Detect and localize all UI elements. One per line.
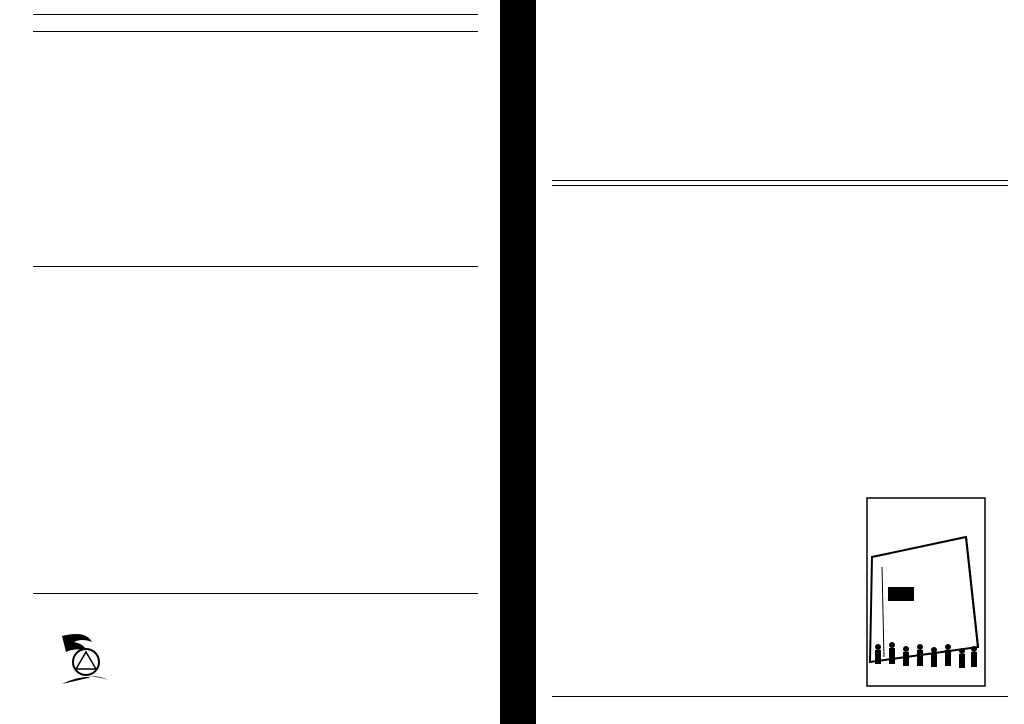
aa-logo	[56, 628, 116, 688]
top-rule	[33, 14, 478, 15]
rule-teams	[33, 266, 478, 267]
anonymity-illustration-icon	[866, 497, 986, 687]
left-page	[0, 0, 500, 724]
aa-logo-icon	[56, 628, 116, 688]
anonymity-illustration	[866, 497, 986, 687]
title-rule	[33, 31, 478, 32]
footer	[552, 696, 1008, 699]
center-spine	[500, 0, 536, 724]
rule-punkt	[33, 593, 478, 594]
issue-line	[552, 180, 1008, 186]
right-page	[536, 0, 1024, 724]
